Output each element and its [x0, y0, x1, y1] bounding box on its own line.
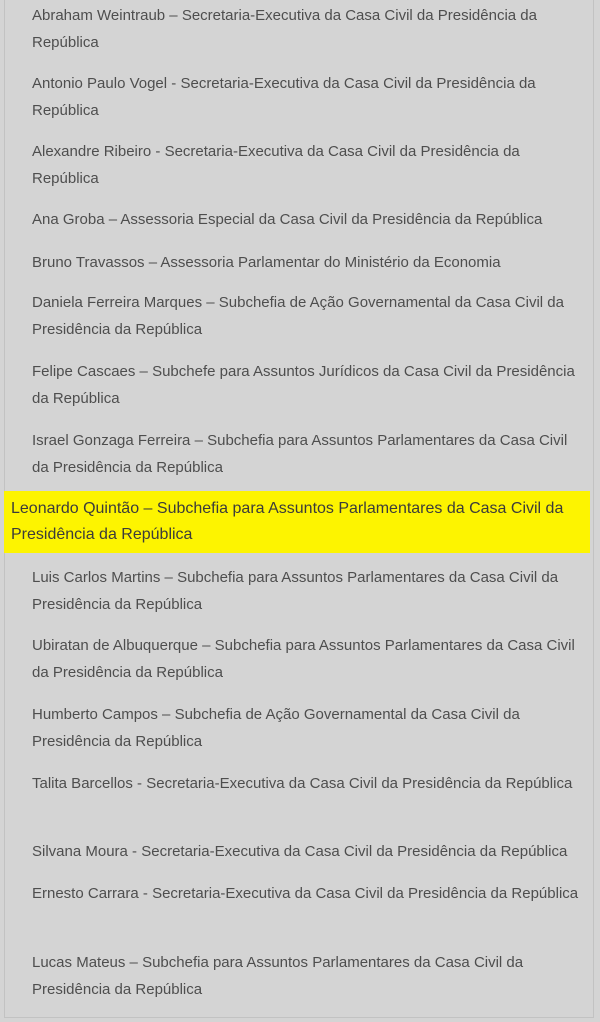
list-item [32, 701, 588, 755]
list-item [32, 138, 588, 192]
separator: - [138, 885, 153, 902]
separator: – [135, 363, 153, 380]
list-item [32, 838, 588, 865]
person-role: Secretaria-Executiva da Casa Civil da Presidência da República [141, 843, 568, 860]
person-name: Luis Carlos Martins [32, 569, 161, 586]
list-item [32, 564, 588, 618]
separator: - [132, 775, 147, 792]
person-name: Antonio Paulo Vogel [32, 75, 168, 92]
person-role: Assessoria Especial da Casa Civil da Presidência da República [120, 211, 543, 228]
list-item [32, 949, 588, 1003]
separator: - [127, 843, 142, 860]
person-name: Ernesto Carrara [32, 885, 139, 902]
separator: – [190, 432, 208, 449]
person-role: Subchefia de Ação Governamental da Casa Civil da Presidência da República [32, 706, 520, 750]
person-name: Daniela Ferreira Marques [32, 294, 203, 311]
person-name: Ubiratan de Albuquerque [32, 637, 198, 654]
separator: - [167, 75, 181, 92]
person-name: Leonardo Quintão [11, 500, 140, 517]
person-role: Secretaria-Executiva da Casa Civil da Presidência da República [32, 75, 536, 119]
separator: – [197, 637, 215, 654]
person-role: Secretaria-Executiva da Casa Civil da Presidência da República [146, 775, 573, 792]
person-name: Talita Barcellos [32, 775, 133, 792]
person-name: Ana Groba [32, 211, 105, 228]
person-name: Felipe Cascaes [32, 363, 136, 380]
separator: – [160, 569, 178, 586]
person-role: Subchefia de Ação Governamental da Casa Civil da Presidência da República [32, 294, 564, 338]
person-name: Silvana Moura [32, 843, 128, 860]
list-item [32, 206, 588, 233]
list-item [32, 358, 588, 412]
person-name: Abraham Weintraub [32, 7, 166, 24]
highlighted-list-item [4, 491, 590, 553]
person-role: Assessoria Parlamentar do Ministério da Economia [160, 254, 501, 271]
person-role: Subchefia para Assuntos Parlamentares da Casa Civil da Presidência da República [32, 954, 524, 998]
list-item [32, 2, 588, 56]
separator: – [144, 254, 161, 271]
list-item [32, 427, 588, 481]
person-name: Humberto Campos [32, 706, 158, 723]
separator: – [104, 211, 121, 228]
separator: – [165, 7, 182, 24]
separator: – [202, 294, 219, 311]
person-role: Secretaria-Executiva da Casa Civil da Presidência da República [152, 885, 579, 902]
person-name: Alexandre Ribeiro [32, 143, 152, 160]
person-role: Subchefe para Assuntos Jurídicos da Casa Civil da Presidência da República [32, 363, 575, 407]
person-role: Secretaria-Executiva da Casa Civil da Presidência da República [32, 7, 537, 51]
person-name: Bruno Travassos [32, 254, 145, 271]
list-item [32, 249, 588, 276]
person-role: Subchefia para Assuntos Parlamentares da Casa Civil da Presidência da República [32, 637, 575, 681]
separator: – [157, 706, 175, 723]
list-item [32, 289, 588, 343]
person-name: Israel Gonzaga Ferreira [32, 432, 191, 449]
list-item [32, 632, 588, 686]
person-role: Subchefia para Assuntos Parlamentares da Casa Civil da Presidência da República [11, 500, 564, 543]
list-item [32, 770, 588, 797]
separator: – [125, 954, 143, 971]
person-role: Subchefia para Assuntos Parlamentares da Casa Civil da Presidência da República [32, 432, 568, 476]
person-role: Secretaria-Executiva da Casa Civil da Presidência da República [32, 143, 520, 187]
list-item [32, 880, 588, 907]
person-role: Subchefia para Assuntos Parlamentares da Casa Civil da Presidência da República [32, 569, 559, 613]
list-item [32, 70, 588, 124]
separator: - [151, 143, 165, 160]
separator: – [139, 500, 157, 517]
person-name: Lucas Mateus [32, 954, 126, 971]
